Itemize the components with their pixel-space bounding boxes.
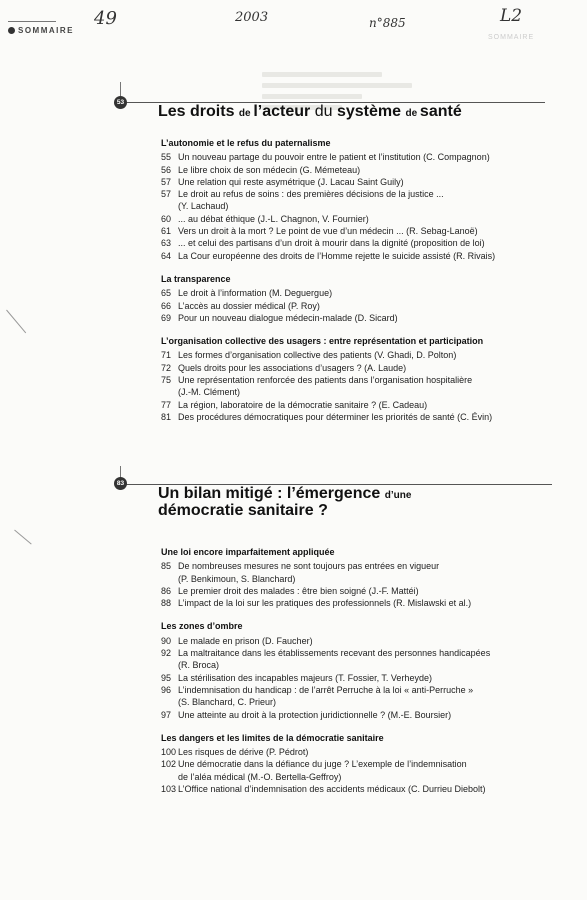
toc-entry[interactable] xyxy=(161,783,561,795)
entry-text xyxy=(178,672,561,684)
entry-line: Un nouveau partage du pouvoir entre le patient et l’institution (C. Compagnon) xyxy=(178,152,490,163)
toc-entry[interactable] xyxy=(161,709,561,721)
entry-text xyxy=(178,188,561,213)
entry-line: Une démocratie dans la défiance du juge ? L’exemple de l’indemnisation xyxy=(178,759,467,770)
entry-line: (J.-M. Clément) xyxy=(178,387,241,398)
entry-text xyxy=(178,411,561,423)
toc-entry[interactable] xyxy=(161,560,561,585)
handwritten-note-4: L2 xyxy=(500,6,523,26)
page-number: 77 xyxy=(161,399,172,410)
entry-line: (Y. Lachaud) xyxy=(178,201,229,212)
page-number: 63 xyxy=(161,238,172,249)
title-fragment: du xyxy=(314,103,337,120)
group-title: La transparence xyxy=(161,273,231,284)
toc-entry[interactable] xyxy=(161,647,561,672)
header-rule xyxy=(8,21,56,22)
entry-text xyxy=(178,237,561,249)
toc-entry[interactable] xyxy=(161,188,561,213)
page-number: 88 xyxy=(161,598,172,609)
page-number: 90 xyxy=(161,635,172,646)
entry-text xyxy=(178,151,561,163)
handwritten-note-2: 2003 xyxy=(235,10,269,25)
entry-text xyxy=(178,312,561,324)
toc-entry[interactable] xyxy=(161,684,561,709)
page-number: 71 xyxy=(161,350,172,361)
toc-entry[interactable] xyxy=(161,151,561,163)
page-number: 72 xyxy=(161,362,172,373)
toc-entry[interactable] xyxy=(161,374,561,399)
page-number: 96 xyxy=(161,684,172,695)
entry-line: Le droit au refus de soins : des premières décisions de la justice ... xyxy=(178,189,444,200)
page-number: 66 xyxy=(161,300,172,311)
entry-line: (R. Broca) xyxy=(178,660,220,671)
entry-line: de l’aléa médical (M.-O. Bertella-Geffroy) xyxy=(178,771,342,782)
entry-line: L’Office national d’indemnisation des accidents médicaux (C. Durrieu Diebolt) xyxy=(178,784,486,795)
header-title: SOMMAIRE xyxy=(18,26,74,35)
entry-line: L’impact de la loi sur les pratiques des professionnels (R. Mislawski et al.) xyxy=(178,598,472,609)
group-title: Les zones d’ombre xyxy=(161,621,243,632)
toc-entry[interactable] xyxy=(161,213,561,225)
entry-text xyxy=(178,362,561,374)
entry-line: La Cour européenne des droits de l’Homme rejette le suicide assisté (R. Rivais) xyxy=(178,250,496,261)
section-2-contents xyxy=(161,546,561,795)
group-title: L’autonomie et le refus du paternalisme xyxy=(161,138,331,148)
toc-entry[interactable] xyxy=(161,176,561,188)
title-fragment: Les droits xyxy=(158,103,239,120)
toc-entry[interactable] xyxy=(161,362,561,374)
entry-line: Une atteinte au droit à la protection juridictionnelle ? (M.-E. Boursier) xyxy=(178,709,452,720)
toc-entry[interactable] xyxy=(161,225,561,237)
page-number: 102 xyxy=(161,759,177,770)
section-2-title xyxy=(158,486,411,520)
entry-line: Le premier droit des malades : être bien soigné (J.-F. Mattéi) xyxy=(178,585,419,596)
margin-mark xyxy=(6,310,26,334)
title-fragment: Un bilan mitigé : l’émergence xyxy=(158,485,385,502)
entry-line: Les risques de dérive (P. Pédrot) xyxy=(178,747,309,758)
group-title: Les dangers et les limites de la démocratie sanitaire xyxy=(161,732,384,743)
entry-line: Quels droits pour les associations d’usagers ? (A. Laude) xyxy=(178,362,407,373)
toc-entry[interactable] xyxy=(161,164,561,176)
section-1-contents xyxy=(161,137,561,423)
page-number: 97 xyxy=(161,709,172,720)
toc-entry[interactable] xyxy=(161,585,561,597)
title-fragment: de xyxy=(238,108,254,119)
toc-entry[interactable] xyxy=(161,250,561,262)
page-number: 60 xyxy=(161,213,172,224)
group-title: Une loi encore imparfaitement appliquée xyxy=(161,547,335,557)
page-number: 75 xyxy=(161,375,172,386)
entry-line: La maltraitance dans les établissements recevant des personnes handicapées xyxy=(178,648,491,659)
page-number: 57 xyxy=(161,189,172,200)
page-number: 64 xyxy=(161,250,172,261)
page-number: 85 xyxy=(161,561,172,572)
entry-line: L’indemnisation du handicap : de l’arrêt Perruche à la loi « anti-Perruche » xyxy=(178,684,474,695)
page-number: 95 xyxy=(161,672,172,683)
section-2-page-badge: 83 xyxy=(114,477,127,490)
toc-entry[interactable] xyxy=(161,746,561,758)
entry-line: Une représentation renforcée des patients dans l’organisation hospitalière xyxy=(178,375,473,386)
entry-line: Le droit à l’information (M. Deguergue) xyxy=(178,288,333,299)
entry-text xyxy=(178,225,561,237)
entry-text xyxy=(178,585,561,597)
entry-text xyxy=(178,560,561,585)
entry-line: La stérilisation des incapables majeurs (T. Fossier, T. Verheyde) xyxy=(178,672,432,683)
entry-text xyxy=(178,635,561,647)
page-number: 103 xyxy=(161,784,177,795)
page-header xyxy=(8,26,74,35)
toc-entry[interactable] xyxy=(161,597,561,609)
entry-text xyxy=(178,213,561,225)
entry-text xyxy=(178,287,561,299)
toc-entry[interactable] xyxy=(161,287,561,299)
page-number: 100 xyxy=(161,747,177,758)
group-title: L’organisation collective des usagers : entre représentation et participation xyxy=(161,336,484,347)
section-1-title xyxy=(158,104,462,121)
toc-entry[interactable] xyxy=(161,300,561,312)
page-number: 81 xyxy=(161,411,172,422)
entry-text xyxy=(178,783,561,795)
toc-entry[interactable] xyxy=(161,399,561,411)
page-number: 55 xyxy=(161,152,172,163)
toc-entry[interactable] xyxy=(161,237,561,249)
entry-text xyxy=(178,250,561,262)
entry-line: Vers un droit à la mort ? Le point de vue d’un médecin ... (R. Sebag-Lanoë) xyxy=(178,226,478,237)
entry-text xyxy=(178,746,561,758)
entry-line: ... et celui des partisans d’un droit à mourir dans la dignité (proposition de loi) xyxy=(178,238,485,249)
header-bullet-icon xyxy=(8,27,15,34)
entry-line: ... au débat éthique (J.-L. Chagnon, V. Fournier) xyxy=(178,213,369,224)
entry-line: L’accès au dossier médical (P. Roy) xyxy=(178,300,320,311)
handwritten-note-1: 49 xyxy=(94,8,117,29)
bleed-through-label: SOMMAIRE xyxy=(488,34,535,41)
page-number: 56 xyxy=(161,164,172,175)
page-number: 86 xyxy=(161,585,172,596)
page-number: 92 xyxy=(161,648,172,659)
entry-line: Les formes d’organisation collective des patients (V. Ghadi, D. Polton) xyxy=(178,350,457,361)
handwritten-note-3: n°885 xyxy=(369,16,406,30)
entry-line: Le malade en prison (D. Faucher) xyxy=(178,635,313,646)
entry-line: La région, laboratoire de la démocratie sanitaire ? (E. Cadeau) xyxy=(178,399,428,410)
page-number: 61 xyxy=(161,226,172,237)
entry-text xyxy=(178,164,561,176)
title-fragment: système xyxy=(336,103,406,120)
margin-mark xyxy=(14,530,31,545)
title-fragment: de xyxy=(405,108,420,119)
toc-entry[interactable] xyxy=(161,635,561,647)
entry-text xyxy=(178,399,561,411)
entry-text xyxy=(178,684,561,709)
toc-entry[interactable] xyxy=(161,758,561,783)
entry-text xyxy=(178,597,561,609)
page-number: 65 xyxy=(161,288,172,299)
entry-text xyxy=(178,647,561,672)
entry-line: De nombreuses mesures ne sont toujours pas entrées en vigueur xyxy=(178,561,440,572)
entry-text xyxy=(178,758,561,783)
entry-line: Une relation qui reste asymétrique (J. Lacau Saint Guily) xyxy=(178,176,404,187)
entry-text xyxy=(178,374,561,399)
section-1-page-badge: 53 xyxy=(114,96,127,109)
entry-line: (P. Benkimoun, S. Blanchard) xyxy=(178,573,296,584)
title-fragment: démocratie sanitaire ? xyxy=(158,501,328,519)
entry-line: (S. Blanchard, C. Prieur) xyxy=(178,697,277,708)
entry-line: Des procédures démocratiques pour déterminer les priorités de santé (C. Évin) xyxy=(178,411,493,422)
title-fragment: santé xyxy=(419,103,462,120)
entry-line: Le libre choix de son médecin (G. Mémeteau) xyxy=(178,164,361,175)
entry-text xyxy=(178,349,561,361)
toc-entry[interactable] xyxy=(161,349,561,361)
entry-line: Pour un nouveau dialogue médecin-malade (D. Sicard) xyxy=(178,312,398,323)
title-fragment: l’acteur xyxy=(253,103,315,120)
toc-entry[interactable] xyxy=(161,411,561,423)
page-number: 69 xyxy=(161,312,172,323)
title-fragment: d’une xyxy=(384,490,412,501)
entry-text xyxy=(178,176,561,188)
entry-text xyxy=(178,709,561,721)
page-number: 57 xyxy=(161,176,172,187)
toc-entry[interactable] xyxy=(161,312,561,324)
entry-text xyxy=(178,300,561,312)
toc-entry[interactable] xyxy=(161,672,561,684)
